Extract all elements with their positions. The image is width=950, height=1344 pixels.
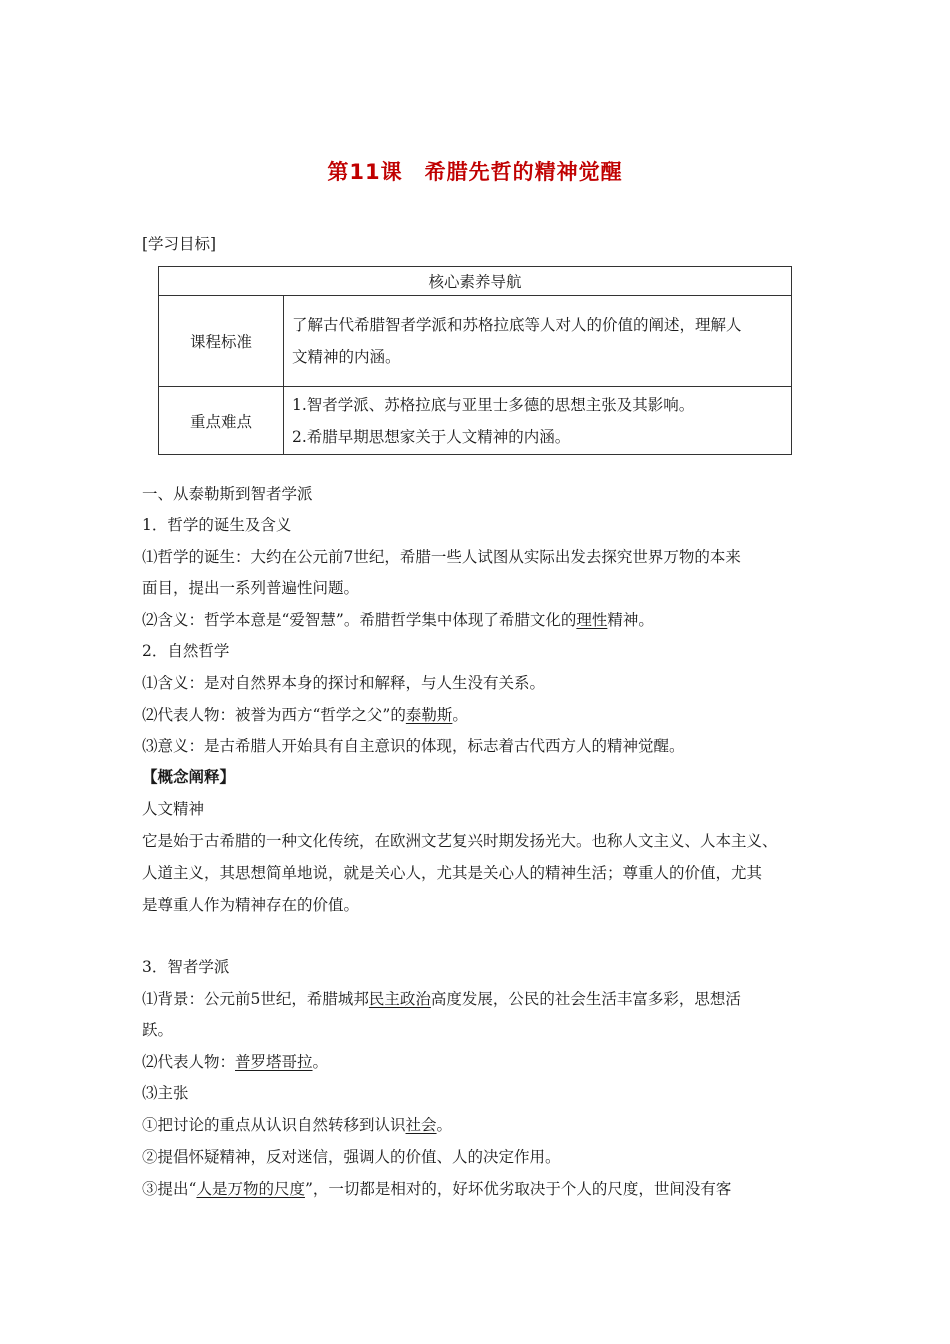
- lesson-title: [0, 156, 950, 186]
- content-line: 了解古代希腊智者学派和苏格拉底等人对人的价值的阐述，理解人: [292, 316, 742, 334]
- text-run: ⑵代表人物：: [142, 1053, 236, 1071]
- content-line: 1.智者学派、苏格拉底与亚里士多德的思想主张及其影响。: [292, 395, 695, 414]
- text-run: 精神。: [607, 611, 654, 629]
- paragraph-line: [142, 705, 468, 725]
- table-row: [159, 387, 792, 455]
- paragraph-line: 面目，提出一系列普遍性问题。: [142, 579, 360, 597]
- paragraph-line: 人道主义，其思想简单地说，就是关心人，尤其是关心人的精神生活；尊重人的价值，尤其: [142, 864, 763, 882]
- key-term: 民主政治: [368, 990, 431, 1008]
- section-heading: 一、从泰勒斯到智者学派: [142, 485, 313, 503]
- paragraph-line: 是尊重人作为精神存在的价值。: [142, 896, 360, 914]
- text-run: 。: [312, 1053, 329, 1071]
- text-run: 。: [436, 1116, 453, 1134]
- paragraph-line: [142, 1115, 452, 1135]
- text-run: ⑵代表人物：被誉为西方“哲学之父”的: [142, 706, 406, 724]
- paragraph-line: ⑶意义：是古希腊人开始具有自主意识的体现，标志着古代西方人的精神觉醒。: [142, 737, 685, 755]
- subsection-heading: 1．哲学的诞生及含义: [142, 516, 292, 534]
- paragraph-line: ⑴含义：是对自然界本身的探讨和解释，与人生没有关系。: [142, 674, 546, 692]
- concept-label: 【概念阐释】: [142, 768, 236, 786]
- key-term: 人是万物的尺度: [196, 1180, 305, 1198]
- content-line: 文精神的内涵。: [292, 348, 401, 366]
- key-term: 泰勒斯: [405, 706, 453, 724]
- key-term: 理性: [576, 611, 608, 629]
- core-literacy-table: [158, 266, 792, 455]
- key-term: 社会: [405, 1116, 437, 1134]
- table-row: [159, 296, 792, 387]
- row-content: [284, 387, 792, 455]
- text-run: ③提出“: [142, 1180, 197, 1198]
- paragraph-line: ⑶主张: [142, 1084, 189, 1102]
- text-run: ⑴背景：公元前5世纪，希腊城邦: [142, 990, 369, 1008]
- learning-goals-label: [学习目标]: [142, 235, 217, 253]
- text-run: ①把讨论的重点从认识自然转移到认识: [142, 1116, 406, 1134]
- row-content: [284, 296, 792, 387]
- table-header: 核心素养导航: [159, 267, 792, 296]
- paragraph-line: ②提倡怀疑精神，反对迷信，强调人的价值、人的决定作用。: [142, 1148, 561, 1166]
- text-run: ⑵含义：哲学本意是“爱智慧”。希腊哲学集中体现了希腊文化的: [142, 611, 577, 629]
- subsection-heading: 3．智者学派: [142, 958, 230, 976]
- concept-title: 人文精神: [142, 800, 205, 818]
- lesson-number: 第11课: [327, 160, 403, 184]
- key-term: 普罗塔哥拉: [235, 1053, 313, 1071]
- paragraph-line: 它是始于古希腊的一种文化传统，在欧洲文艺复兴时期发扬光大。也称人文主义、人本主义、: [142, 832, 778, 850]
- text-run: ”，一切都是相对的，好坏优劣取决于个人的尺度，世间没有客: [304, 1180, 732, 1198]
- text-run: 。: [452, 706, 468, 724]
- subsection-heading: 2．自然哲学: [142, 642, 230, 660]
- row-label: 重点难点: [159, 387, 284, 455]
- paragraph-line: [142, 989, 741, 1009]
- paragraph-line: ⑴哲学的诞生：大约在公元前7世纪，希腊一些人试图从实际出发去探究世界万物的本来: [142, 548, 741, 566]
- paragraph-line: [142, 1179, 731, 1199]
- paragraph-line: [142, 1052, 328, 1072]
- text-run: 高度发展，公民的社会生活丰富多彩，思想活: [430, 990, 741, 1008]
- row-label: 课程标准: [159, 296, 284, 387]
- paragraph-line: [142, 610, 654, 630]
- lesson-name: 希腊先哲的精神觉醒: [424, 160, 623, 184]
- paragraph-line: 跃。: [142, 1021, 174, 1039]
- content-line: 2.希腊早期思想家关于人文精神的内涵。: [292, 427, 571, 446]
